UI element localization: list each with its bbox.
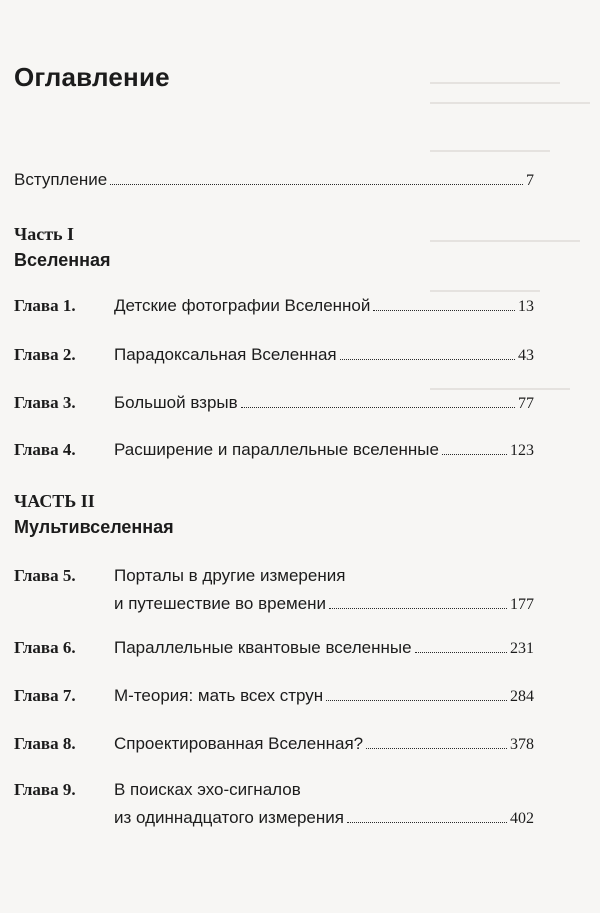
part-heading-1 (14, 221, 111, 273)
chapter-body (114, 562, 534, 619)
chapter-title: Детские фотографии Вселенной (114, 296, 371, 315)
toc-entry-chapter-9[interactable] (14, 776, 534, 833)
chapter-title: Спроектированная Вселенная? (114, 734, 364, 753)
toc-title: Оглавление (14, 62, 170, 92)
chapter-label: Глава 3. (14, 393, 76, 412)
part-title: Вселенная (14, 250, 111, 270)
chapter-body (114, 634, 534, 663)
chapter-title: Парадоксальная Вселенная (114, 345, 337, 364)
chapter-title-line: В поисках эхо-сигналов (114, 780, 301, 799)
dot-leader (373, 309, 515, 311)
page-number: 284 (510, 688, 534, 705)
page-number: 231 (510, 640, 534, 657)
toc-entry-chapter-5[interactable] (14, 562, 534, 619)
part-heading-2 (14, 488, 174, 540)
toc-entry-intro[interactable] (14, 170, 534, 190)
bleed-through-mark (430, 82, 560, 84)
page-number: 177 (510, 596, 534, 613)
page-number: 43 (518, 347, 534, 364)
dot-leader (442, 453, 507, 455)
dot-leader (329, 607, 507, 609)
intro-label: Вступление (14, 170, 108, 189)
toc-entry-chapter-3[interactable] (14, 389, 534, 418)
toc-entry-chapter-1[interactable] (14, 292, 534, 321)
chapter-title: Расширение и параллельные вселенные (114, 440, 439, 459)
dot-leader (241, 406, 515, 408)
chapter-body (114, 292, 534, 321)
chapter-title-line: и путешествие во времени (114, 594, 327, 613)
dot-leader (110, 183, 523, 185)
dot-leader (340, 358, 515, 360)
chapter-label: Глава 1. (14, 296, 76, 315)
chapter-label: Глава 8. (14, 734, 76, 753)
toc-entry-chapter-7[interactable] (14, 682, 534, 711)
dot-leader (415, 651, 507, 653)
chapter-body (114, 730, 534, 759)
toc-entry-chapter-6[interactable] (14, 634, 534, 663)
bleed-through-mark (430, 240, 580, 242)
chapter-title: М-теория: мать всех струн (114, 686, 324, 705)
chapter-title-line: из одиннадцатого измерения (114, 808, 344, 827)
chapter-title: Параллельные квантовые вселенные (114, 638, 412, 657)
dot-leader (366, 747, 507, 749)
chapter-body (114, 682, 534, 711)
chapter-body (114, 776, 534, 833)
dot-leader (347, 821, 507, 823)
toc-entry-chapter-8[interactable] (14, 730, 534, 759)
chapter-label: Глава 6. (14, 638, 76, 657)
chapter-body (114, 436, 534, 465)
chapter-label: Глава 4. (14, 440, 76, 459)
chapter-label: Глава 9. (14, 780, 76, 799)
part-number: ЧАСТЬ II (14, 491, 95, 511)
toc-entry-chapter-2[interactable] (14, 341, 534, 370)
page-number: 378 (510, 736, 534, 753)
chapter-label: Глава 2. (14, 345, 76, 364)
chapter-body (114, 341, 534, 370)
part-number: Часть I (14, 224, 75, 244)
part-title: Мультивселенная (14, 517, 174, 537)
page-number: 13 (518, 298, 534, 315)
page-number: 123 (510, 442, 534, 459)
chapter-title: Большой взрыв (114, 393, 238, 412)
chapter-label: Глава 5. (14, 566, 76, 585)
page-number: 402 (510, 810, 534, 827)
bleed-through-mark (430, 150, 550, 152)
chapter-title-line: Порталы в другие измерения (114, 566, 346, 585)
bleed-through-mark (430, 102, 590, 104)
page-number: 7 (526, 172, 534, 189)
dot-leader (326, 699, 507, 701)
chapter-label: Глава 7. (14, 686, 76, 705)
chapter-body (114, 389, 534, 418)
page-number: 77 (518, 395, 534, 412)
toc-entry-chapter-4[interactable] (14, 436, 534, 465)
